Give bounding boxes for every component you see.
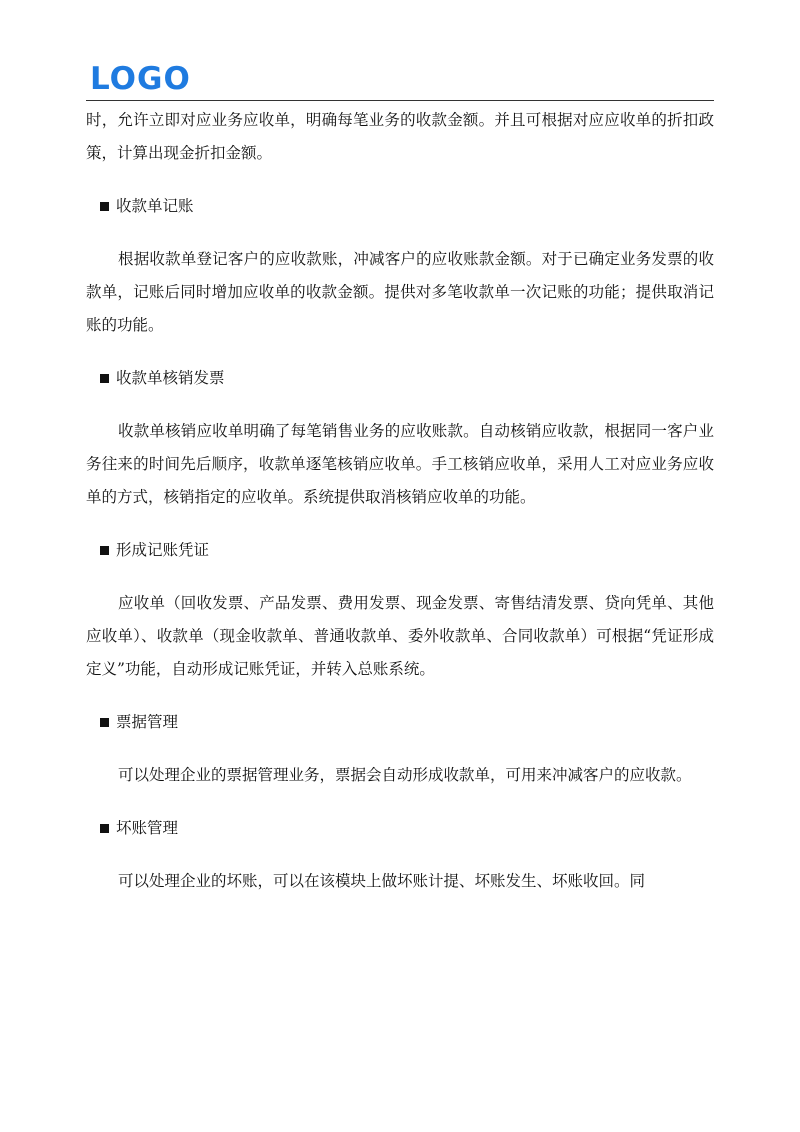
section-paragraph: 应收单（回收发票、产品发票、费用发票、现金发票、寄售结清发票、贷向凭单、其他应收单）、收款单（现金收款单、普通收款单、委外收款单、合同收款单）可根据“凭证形成定义”功能，自动形成记账凭证，并转入总账系统。 (86, 594, 714, 678)
section-heading-writeoff (100, 362, 714, 395)
square-bullet-icon (100, 824, 109, 833)
section-title: 收款单核销发票 (116, 369, 225, 387)
section-title: 收款单记账 (116, 197, 194, 215)
square-bullet-icon (100, 546, 109, 555)
section-paragraph: 收款单核销应收单明确了每笔销售业务的应收账款。自动核销应收款，根据同一客户业务往来的时间先后顺序，收款单逐笔核销应收单。手工核销应收单，采用人工对应业务应收单的方式，核销指定的应收单。系统提供取消核销应收单的功能。 (86, 422, 714, 506)
square-bullet-icon (100, 202, 109, 211)
document-body (86, 104, 714, 898)
square-bullet-icon (100, 718, 109, 727)
section-heading-posting (100, 190, 714, 223)
section-heading-notes (100, 706, 714, 739)
logo: LOGO (90, 61, 191, 97)
section-heading-baddebt (100, 812, 714, 845)
section-heading-voucher (100, 534, 714, 567)
section-paragraph: 根据收款单登记客户的应收款账，冲减客户的应收账款金额。对于已确定业务发票的收款单，记账后同时增加应收单的收款金额。提供对多笔收款单一次记账的功能；提供取消记账的功能。 (86, 250, 714, 334)
section-paragraph: 可以处理企业的坏账，可以在该模块上做坏账计提、坏账发生、坏账收回。同 (118, 872, 646, 890)
section-title: 票据管理 (116, 713, 179, 731)
section-title: 坏账管理 (116, 819, 179, 837)
section-title: 形成记账凭证 (116, 541, 210, 559)
square-bullet-icon (100, 374, 109, 383)
intro-paragraph: 时，允许立即对应业务应收单，明确每笔业务的收款金额。并且可根据对应应收单的折扣政策，计算出现金折扣金额。 (86, 111, 714, 162)
page-header (86, 60, 714, 101)
section-paragraph: 可以处理企业的票据管理业务，票据会自动形成收款单，可用来冲减客户的应收款。 (118, 766, 692, 784)
